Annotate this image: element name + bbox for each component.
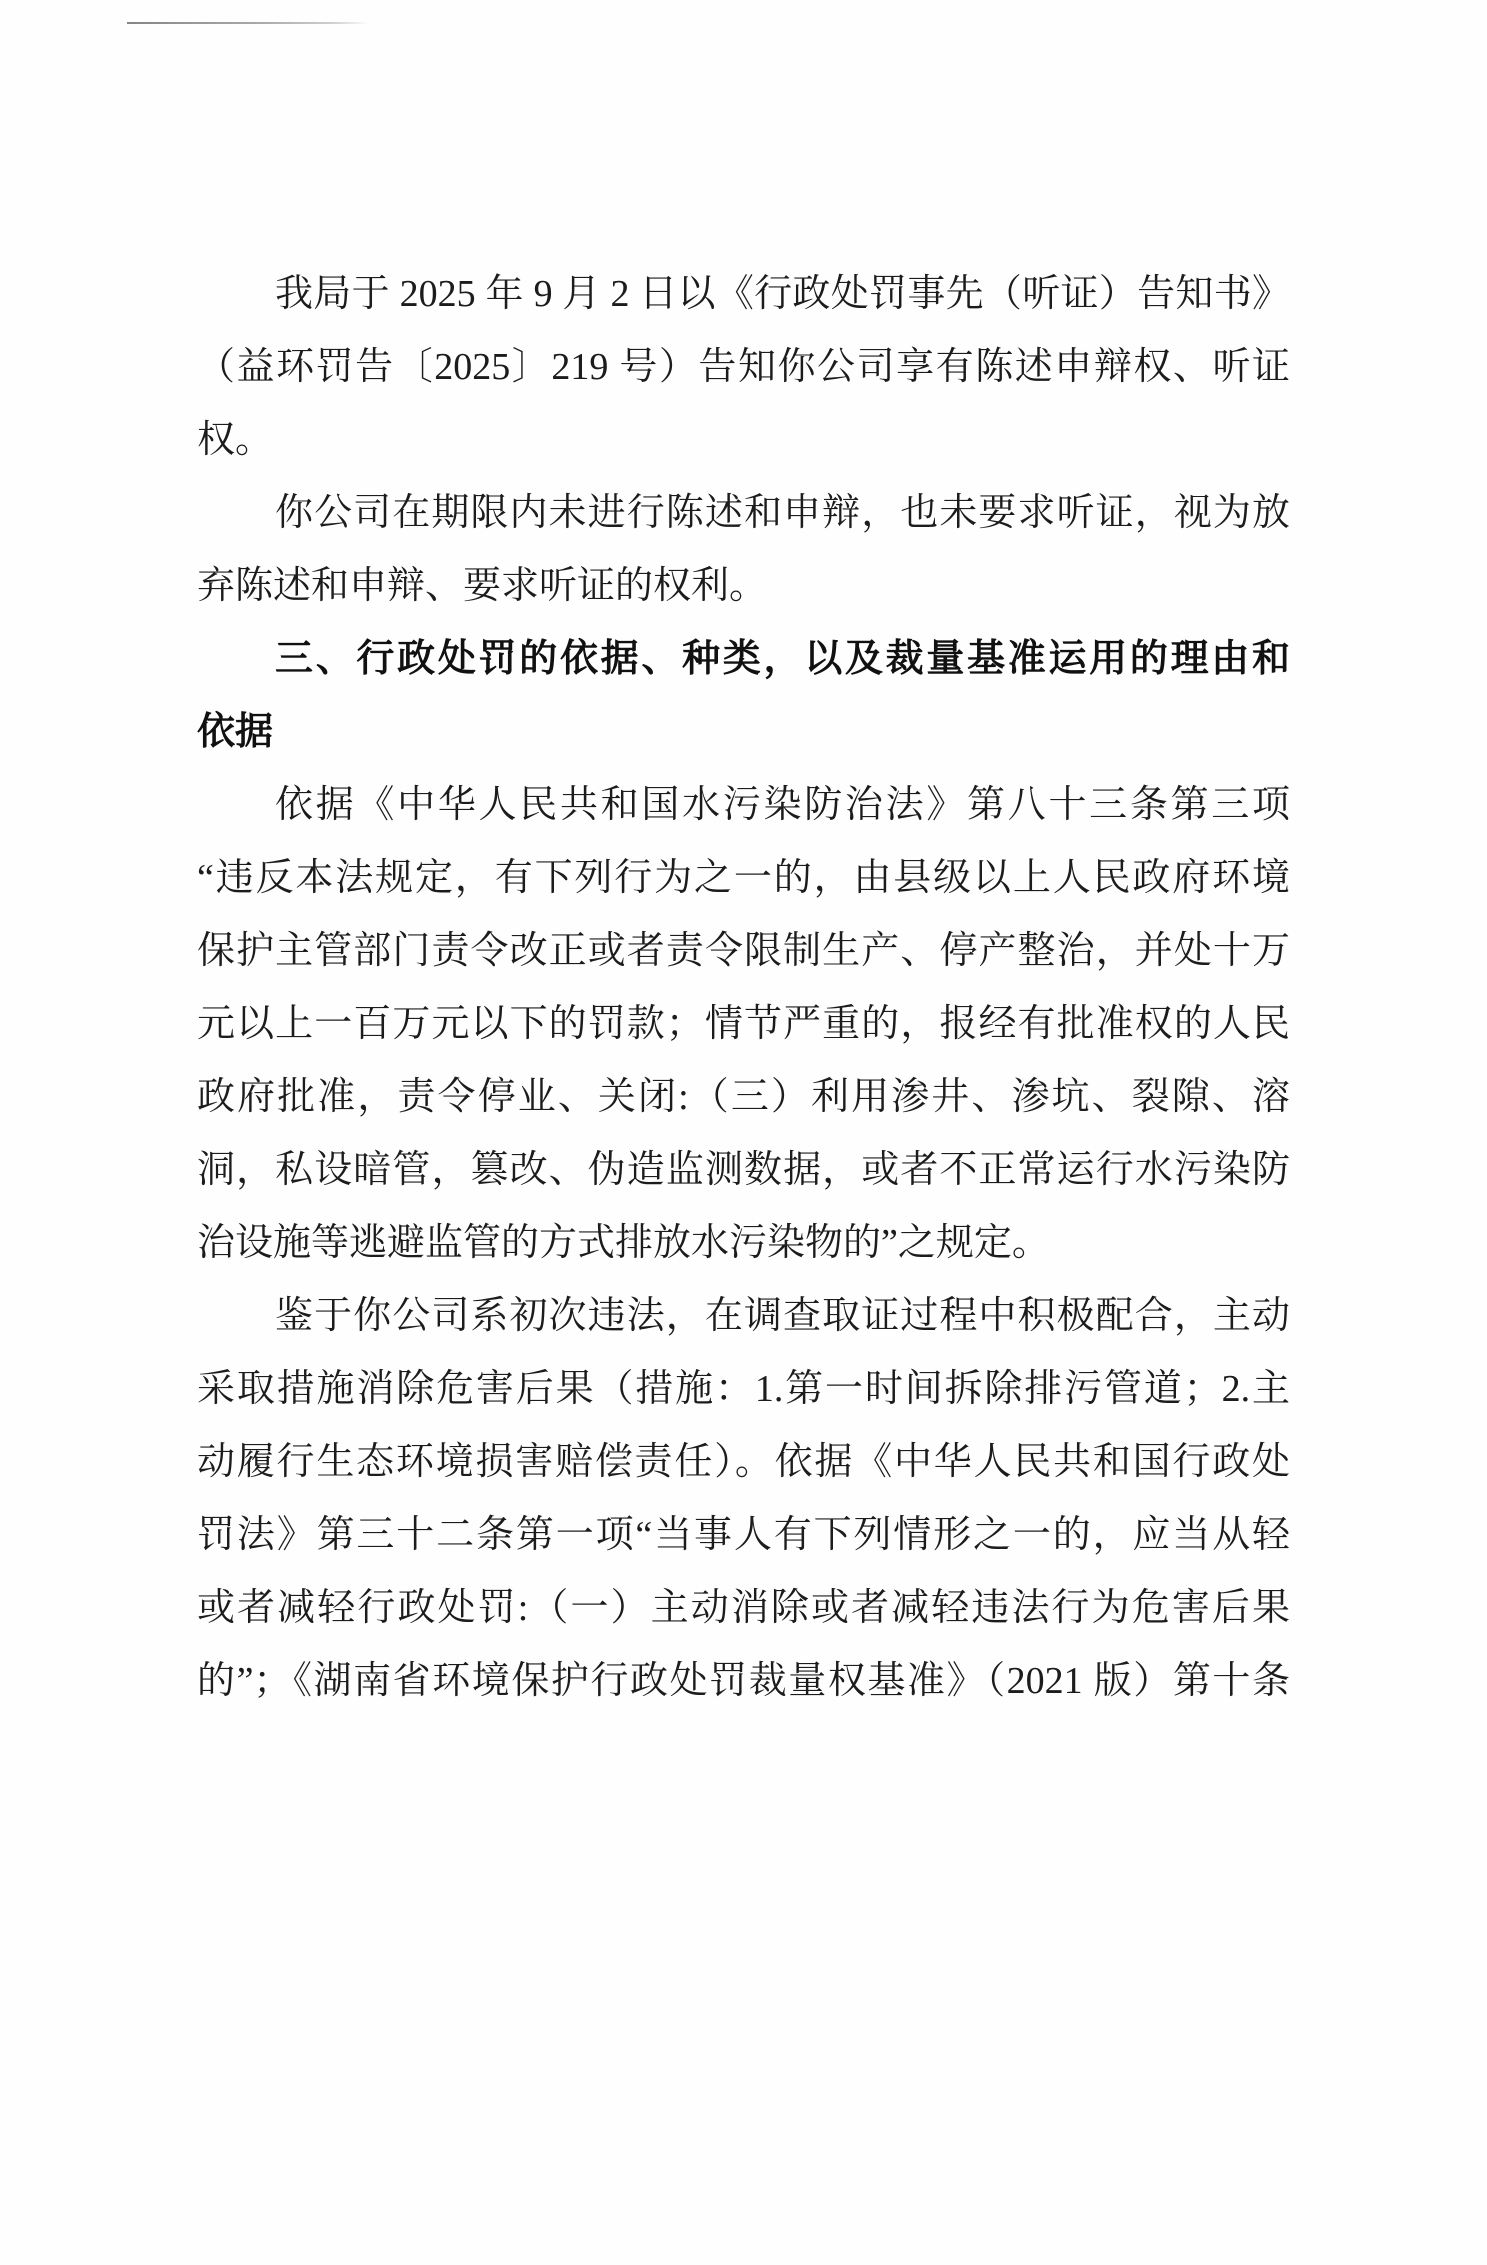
text-line: 你公司在期限内未进行陈述和申辩，也未要求听证，视为放 — [275, 492, 1290, 534]
heading-line: 三、行政处罚的依据、种类，以及裁量基准运用的理由和 — [275, 638, 1290, 680]
text-line: 鉴于你公司系初次违法，在调查取证过程中积极配合，主动 — [275, 1295, 1290, 1337]
paragraph-discretion-basis — [197, 1280, 1290, 1718]
text-line: 政府批准，责令停业、关闭:（三）利用渗井、渗坑、裂隙、溶 — [197, 1076, 1290, 1118]
paragraph-rights-waiver — [197, 477, 1290, 623]
text-line: 采取措施消除危害后果（措施：1.第一时间拆除排污管道；2.主 — [197, 1368, 1290, 1410]
section-heading — [197, 623, 1290, 769]
text-line: 保护主管部门责令改正或者责令限制生产、停产整治，并处十万 — [197, 930, 1290, 972]
text-line: 依据《中华人民共和国水污染防治法》第八十三条第三项 — [275, 784, 1290, 826]
text-line: “违反本法规定，有下列行为之一的，由县级以上人民政府环境 — [197, 857, 1290, 899]
text-line: 治设施等逃避监管的方式排放水污染物的”之规定。 — [197, 1222, 1050, 1264]
text-line: 罚法》第三十二条第一项“当事人有下列情形之一的，应当从轻 — [197, 1514, 1290, 1556]
scan-artifact-line — [127, 22, 369, 24]
text-line: 洞，私设暗管，篡改、伪造监测数据，或者不正常运行水污染防 — [197, 1149, 1290, 1191]
heading-line: 依据 — [197, 711, 274, 753]
text-line: （益环罚告〔2025〕219 号）告知你公司享有陈述申辩权、听证 — [197, 346, 1290, 388]
paragraph-legal-basis — [197, 769, 1290, 1280]
text-line: 的”；《湖南省环境保护行政处罚裁量权基准》（2021 版）第十条 — [197, 1660, 1290, 1702]
paragraph-hearing-notice — [197, 258, 1290, 477]
document-body — [197, 258, 1290, 1718]
text-line: 权。 — [197, 419, 274, 461]
text-line: 元以上一百万元以下的罚款；情节严重的，报经有批准权的人民 — [197, 1003, 1290, 1045]
text-line: 弃陈述和申辩、要求听证的权利。 — [197, 565, 768, 607]
text-line: 动履行生态环境损害赔偿责任）。依据《中华人民共和国行政处 — [197, 1441, 1290, 1483]
text-line: 或者减轻行政处罚:（一）主动消除或者减轻违法行为危害后果 — [197, 1587, 1290, 1629]
text-line: 我局于 2025 年 9 月 2 日以《行政处罚事先（听证）告知书》 — [275, 273, 1290, 315]
